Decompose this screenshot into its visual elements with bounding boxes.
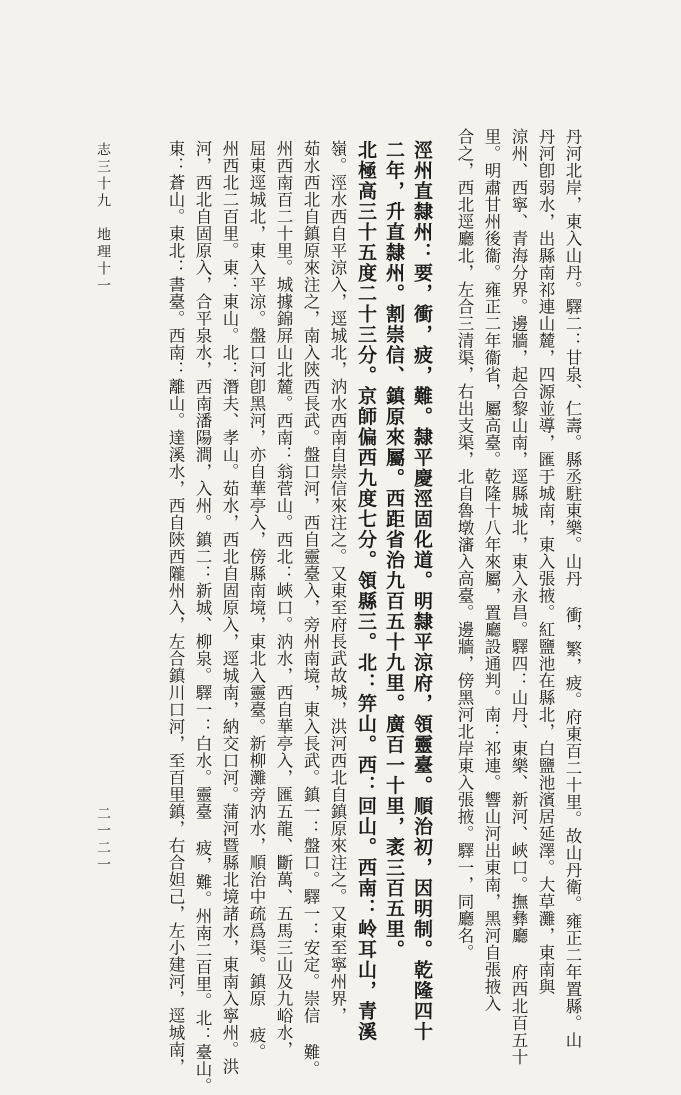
text-column: 丹河北岸，東入山丹。驛二：甘泉、仁壽。縣丞駐東樂。山丹 衝，繁，疲。府東百二十里。故山丹衛。雍正二年置縣。山 <box>563 128 582 1049</box>
running-footer-title: 志三十九 地理十一 <box>95 142 111 295</box>
text-column: 茹水西北自鎮原來注之，南入陝西長武。盤口河，西自靈臺入，旁州南境，東入長武。鎮一：盤口。驛一：安定。崇信 難。 <box>301 140 320 1078</box>
text-column: 合之，西北逕廳北，左合三清渠，右出支渠，北自魯墩瀋入高臺。邊牆，傍黑河北岸東入張掖。驛一，同廳名。 <box>455 128 474 961</box>
text-column: 東：蒼山。東北：書臺。西南：離山。達溪水，西自陝西隴州入，左合鎮川口河，至百里鎮，右合妲己，左小建河，逕城南， <box>166 140 185 1075</box>
text-column: 涼州、西寧、青海分界。邊牆，起合黎山南，逕縣城北，東入永昌。驛四：山丹、東樂、新河、峽口。撫彝廳 府西北百五十 <box>509 128 528 1066</box>
text-column: 屈東逕城北，東入平涼。盤口河卽黑河，亦自華亭入，傍縣南境，東北入靈臺。新柳灘旁汭水，順治中疏爲渠。鎮原 疲。 <box>247 140 266 1061</box>
text-column: 河，西北自固原入，合平泉水，西南潘陽澗，入州。鎮二：新城、柳泉。驛一：白水。靈臺 疲，難。州南二百里。北：臺山。 <box>193 140 212 1095</box>
section-heading-column: 涇州直隸州：要，衝，疲，難。隸平慶涇固化道。明隸平涼府，領靈臺。順治初，因明制。乾隆四十 <box>411 140 433 1042</box>
section-heading-column: 二年，升直隸州。割崇信、鎮原來屬。西距省治九百五十九里。廣百一十里，袤三百五里。 <box>383 140 405 960</box>
text-column: 丹河卽弱水，出縣南祁連山麓，四源並導，匯于城南，東入張掖。紅鹽池在縣北，白鹽池濱居延澤。大草灘，東南與 <box>536 128 555 995</box>
page-number: 二一二一 <box>95 806 111 874</box>
section-heading-column: 北極高三十五度二十三分。京師偏西九度七分。領縣三。北：笄山。西：回山。西南：岭耳山，青溪 <box>355 140 377 1042</box>
text-column: 嶺。涇水西自平涼入，逕城北，汭水西南自崇信來注之。又東至府長武故城，洪河西北自鎮原來注之。又東至寧州界， <box>328 140 347 1024</box>
text-column: 里。明肅甘州後衞。雍正二年衞省，屬高臺。乾隆十八年來屬，置廳設通判。南：祁連。響山河出東南，黑河自張掖入 <box>482 128 501 1012</box>
text-column: 州西北二百里。東：東山。北：潛夫、孝山。茹水，西北自固原入，逕城南，納交口河。蒲河暨縣北境諸水，東南入寧州。洪 <box>220 140 239 1075</box>
text-column: 州西南百二十里。城據錦屏山北麓。西南：翁菅山。西北：峽口。汭水，西自華亭入，匯五龍、斷萬、五馬三山及九峪水， <box>274 140 293 1058</box>
